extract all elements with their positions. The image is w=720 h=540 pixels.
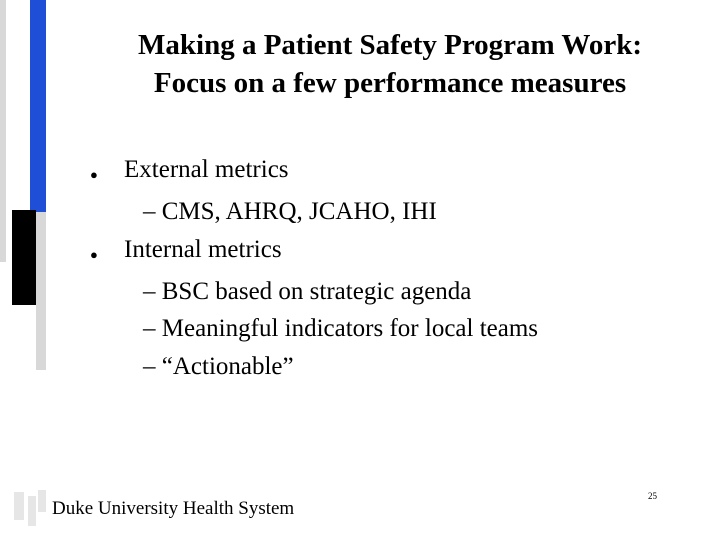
- bullet-icon: ●: [90, 247, 98, 262]
- bullet-icon: ●: [90, 167, 98, 182]
- bullet-item-internal: Internal metrics: [124, 236, 282, 263]
- subitem-actionable: – “Actionable”: [143, 353, 294, 380]
- slide-number: 25: [648, 491, 657, 501]
- subitem-bsc: – BSC based on strategic agenda: [143, 278, 472, 305]
- title-line-2: Focus on a few performance measures: [153, 67, 627, 99]
- title-line-1: Making a Patient Safety Program Work:: [138, 29, 642, 61]
- slide-title: [90, 26, 690, 102]
- bullet-item-external: External metrics: [124, 156, 289, 183]
- logo-watermark: [14, 490, 46, 526]
- subitem-external-sources: – CMS, AHRQ, JCAHO, IHI: [143, 198, 437, 225]
- subitem-indicators: – Meaningful indicators for local teams: [143, 315, 539, 342]
- footer-organization: Duke University Health System: [52, 498, 295, 519]
- gray-bar-bottom: [36, 212, 46, 370]
- blue-bar: [30, 0, 46, 212]
- gray-bar-top: [0, 0, 6, 262]
- black-bar: [12, 210, 36, 305]
